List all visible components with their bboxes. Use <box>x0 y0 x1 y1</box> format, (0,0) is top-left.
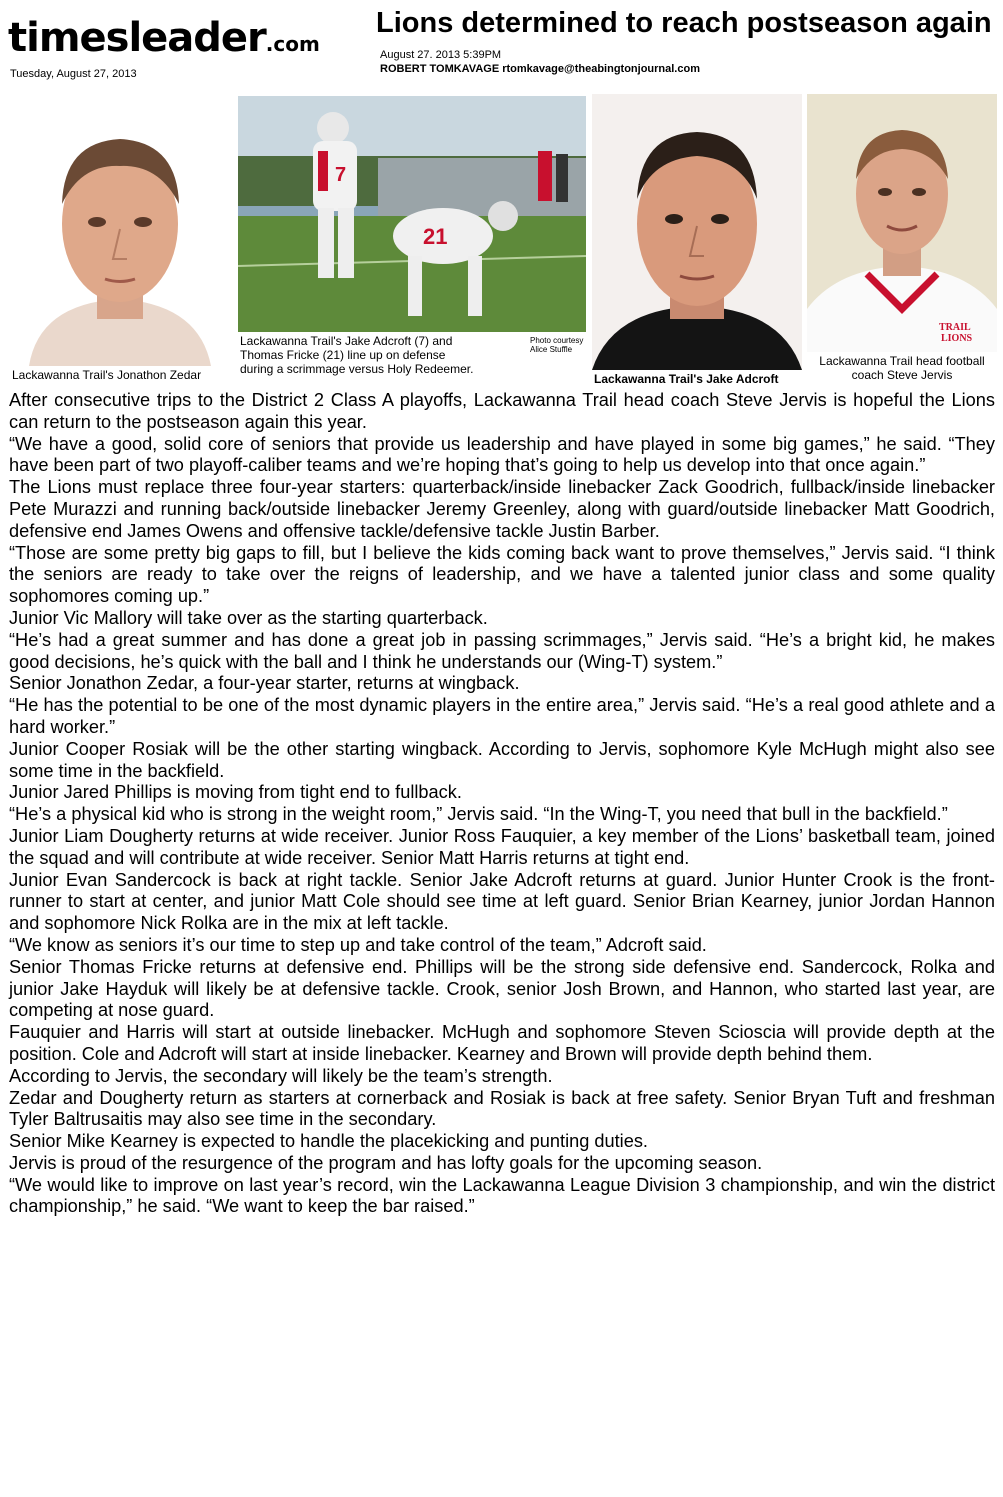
article-paragraph: “We would like to improve on last year’s record, win the Lackawanna League Division 3 championship, and win the district championship,” he said. “We want to keep the bar raised.” <box>9 1174 995 1217</box>
photo-scrimmage <box>238 96 586 332</box>
article-paragraph: “Those are some pretty big gaps to fill, but I believe the kids coming back want to prove themselves,” Jervis said. “I think the seniors are ready to take over the reigns of leadership, and we have a talented junior class and some quality sophomores coming up.” <box>9 542 995 607</box>
site-logo[interactable] <box>8 14 320 68</box>
article-paragraph: Junior Liam Dougherty returns at wide receiver. Junior Ross Fauquier, a key member of the Lions’ basketball team, joined the squad and will contribute at wide receiver. Senior Matt Harris returns at tight end. <box>9 825 995 868</box>
svg-text:7: 7 <box>335 164 347 186</box>
caption-line: during a scrimmage versus Holy Redeemer. <box>240 362 474 376</box>
caption-line: Lackawanna Trail head football <box>819 354 985 368</box>
article-paragraph: Zedar and Dougherty return as starters at cornerback and Rosiak is back at free safety. Senior Bryan Tuft and freshman Tyler Baltrusaitis may also see time in the secondary. <box>9 1087 995 1130</box>
article-paragraph: Junior Evan Sandercock is back at right tackle. Senior Jake Adcroft returns at guard. Junior Hunter Crook is the front-runner to start at center, and junior Matt Cole should see time at left guard. Senior Brian Kearney, junior Jordan Hannon and sophomore Nick Rolka are in the mix at left tackle. <box>9 869 995 934</box>
photo-caption-jervis <box>807 354 997 382</box>
article-timestamp: August 27. 2013 5:39PM <box>380 49 502 61</box>
article-paragraph: Junior Cooper Rosiak will be the other starting wingback. According to Jervis, sophomore Kyle McHugh might also see some time in the backfield. <box>9 738 995 781</box>
article-paragraph: “He’s had a great summer and has done a great job in passing scrimmages,” Jervis said. “He’s a bright kid, he makes good decisions, he’s quick with the ball and I think he understands our (Wing-T) system.” <box>9 629 995 672</box>
shirt-logo-line: TRAIL <box>939 322 971 333</box>
photo-credit <box>530 336 590 354</box>
article-paragraph: Jervis is proud of the resurgence of the program and has lofty goals for the upcoming season. <box>9 1152 763 1173</box>
photo-caption-zedar: Lackawanna Trail's Jonathon Zedar <box>12 368 202 382</box>
credit-line: Alice Stuffle <box>530 345 573 354</box>
article-paragraph: After consecutive trips to the District 2 Class A playoffs, Lackawanna Trail head coach Steve Jervis is hopeful the Lions can return to the postseason again this year. <box>9 390 995 432</box>
caption-line: coach Steve Jervis <box>851 368 953 382</box>
masthead <box>8 14 358 84</box>
article-paragraph: According to Jervis, the secondary will likely be the team’s strength. <box>9 1065 553 1086</box>
publication-date: Tuesday, August 27, 2013 <box>10 68 137 80</box>
caption-line: Thomas Fricke (21) line up on defense <box>240 348 446 362</box>
article-paragraph: Fauquier and Harris will start at outside linebacker. McHugh and sophomore Steven Scioscia will provide depth at the position. Cole and Adcroft will start at inside linebacker. Kearney and Brown will provide depth behind them. <box>9 1022 995 1064</box>
shirt-logo-line: LIONS <box>941 333 973 344</box>
article-headline: Lions determined to reach postseason again <box>376 7 992 39</box>
article-paragraph: “He’s a physical kid who is strong in the weight room,” Jervis said. “In the Wing-T, you need that bull in the backfield.” <box>9 804 948 825</box>
article-paragraph: “We know as seniors it’s our time to step up and take control of the team,” Adcroft said. <box>9 934 707 955</box>
article-paragraph: Senior Thomas Fricke returns at defensive end. Phillips will be the strong side defensive end. Sandercock, Rolka and junior Jake Hayduk will likely be at defensive tackle. Crook, senior Josh Brown, and Hannon, who started last year, are competing at nose guard. <box>9 956 995 1021</box>
caption-line: Lackawanna Trail's Jake Adcroft (7) and <box>240 334 453 348</box>
photo-caption-scrimmage <box>240 334 530 376</box>
article-paragraph: “We have a good, solid core of seniors that provide us leadership and have played in some big games,” he said. “They have been part of two playoff-caliber teams and we’re hoping that’s going to help us develop into that once again.” <box>9 433 995 476</box>
photo-jake-adcroft <box>592 94 802 370</box>
credit-line: Photo courtesy <box>530 336 584 345</box>
article-paragraph: “He has the potential to be one of the most dynamic players in the entire area,” Jervis said. “He’s a real good athlete and a hard worker.” <box>9 695 995 737</box>
photo-steve-jervis <box>807 94 997 352</box>
article-paragraph: Junior Vic Mallory will take over as the starting quarterback. <box>9 607 488 628</box>
logo-wordmark: timesleader <box>8 15 266 61</box>
article-body <box>9 390 995 1218</box>
photo-jonathon-zedar <box>9 94 231 366</box>
article-paragraph: Junior Jared Phillips is moving from tight end to fullback. <box>9 782 462 803</box>
photo-caption-adcroft: Lackawanna Trail's Jake Adcroft <box>594 372 779 386</box>
article-paragraph: The Lions must replace three four-year starters: quarterback/inside linebacker Zack Goodrich, fullback/inside linebacker Pete Murazzi and running back/outside linebacker Jeremy Greenley, along with guard/outside linebacker Matt Goodrich, defensive end James Owens and offensive tackle/defensive tackle Justin Barber. <box>9 477 995 541</box>
byline <box>380 48 700 76</box>
article-author: ROBERT TOMKAVAGE rtomkavage@theabingtonjournal.com <box>380 63 700 75</box>
article-paragraph: Senior Mike Kearney is expected to handle the placekicking and punting duties. <box>9 1131 648 1152</box>
article-paragraph: Senior Jonathon Zedar, a four-year starter, returns at wingback. <box>9 673 520 694</box>
svg-text:21: 21 <box>423 224 448 249</box>
logo-suffix: .com <box>265 32 320 56</box>
